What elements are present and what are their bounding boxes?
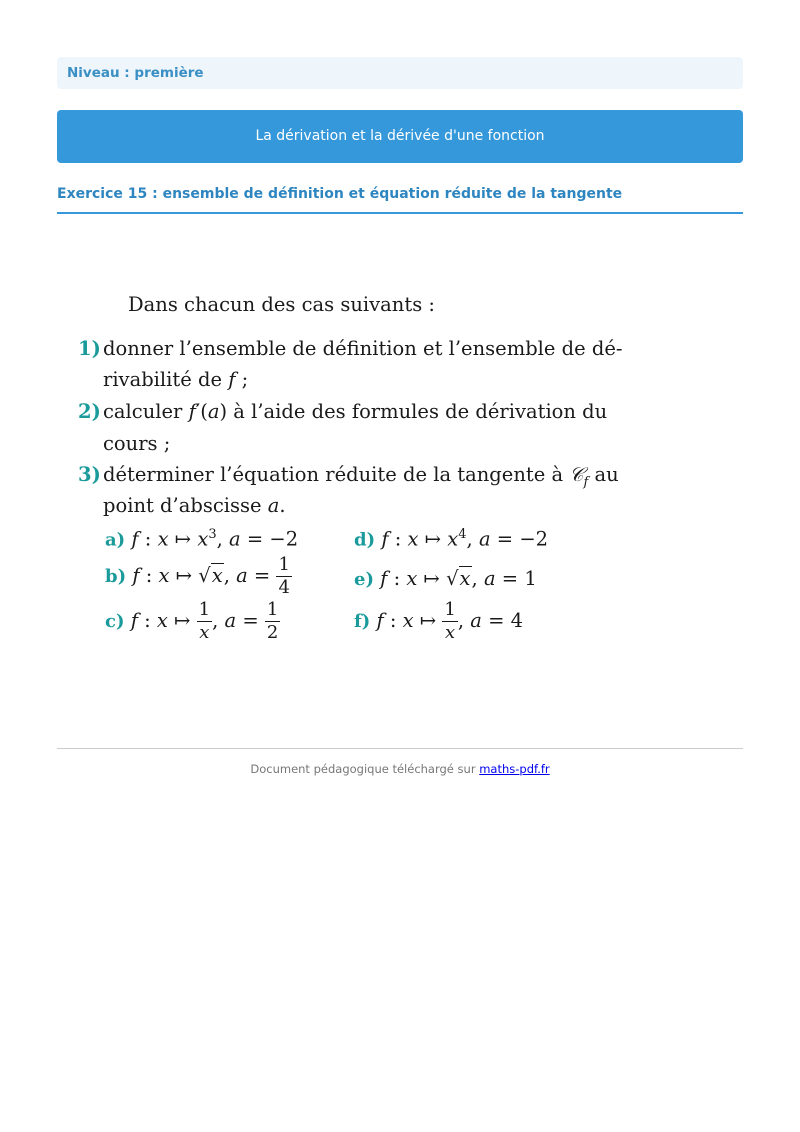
step-text: rivabilité de f ; [103,368,249,391]
step-number: 2) [78,400,101,423]
step-text: cours ; [103,432,171,455]
step-text: point d’abscisse a. [103,494,286,517]
footer-text: Document pédagogique téléchargé sur [250,762,476,776]
case-b: b) f : x ↦ √x, a = $\frac{1}{4}$ [105,554,290,598]
level-badge: Niveau : première [57,57,743,89]
step-text: calculer f′(a) à l’aide des formules de dérivation du [103,400,608,423]
footer-link[interactable]: maths-pdf.fr [479,762,550,776]
step-number: 1) [78,337,101,360]
case-c: c) f : x ↦ $\frac{1}{x}$ , a = $\frac{1}{2}$ [105,599,279,643]
footer [57,762,743,776]
chapter-banner: La dérivation et la dérivée d'une fonction [57,110,743,163]
case-f: f) f : x ↦ $\frac{1}{x}$ , a = 4 [354,599,524,643]
exercise-title: Exercice 15 : ensemble de définition et équation réduite de la tangente [57,186,623,202]
case-a: a) f : x ↦ $x^3$, a = −2 [105,527,299,551]
case-d: d) f : x ↦ $x^4$, a = −2 [354,527,549,551]
intro-text: Dans chacun des cas suivants : [128,293,435,316]
case-e: e) f : x ↦ √x, a = 1 [354,567,537,590]
step-text: déterminer l’équation réduite de la tangente à 𝒞$_f$ au [103,463,619,490]
step-text: donner l’ensemble de définition et l’ensemble de dé- [103,337,623,360]
step-number: 3) [78,463,101,486]
footer-divider [57,748,743,749]
